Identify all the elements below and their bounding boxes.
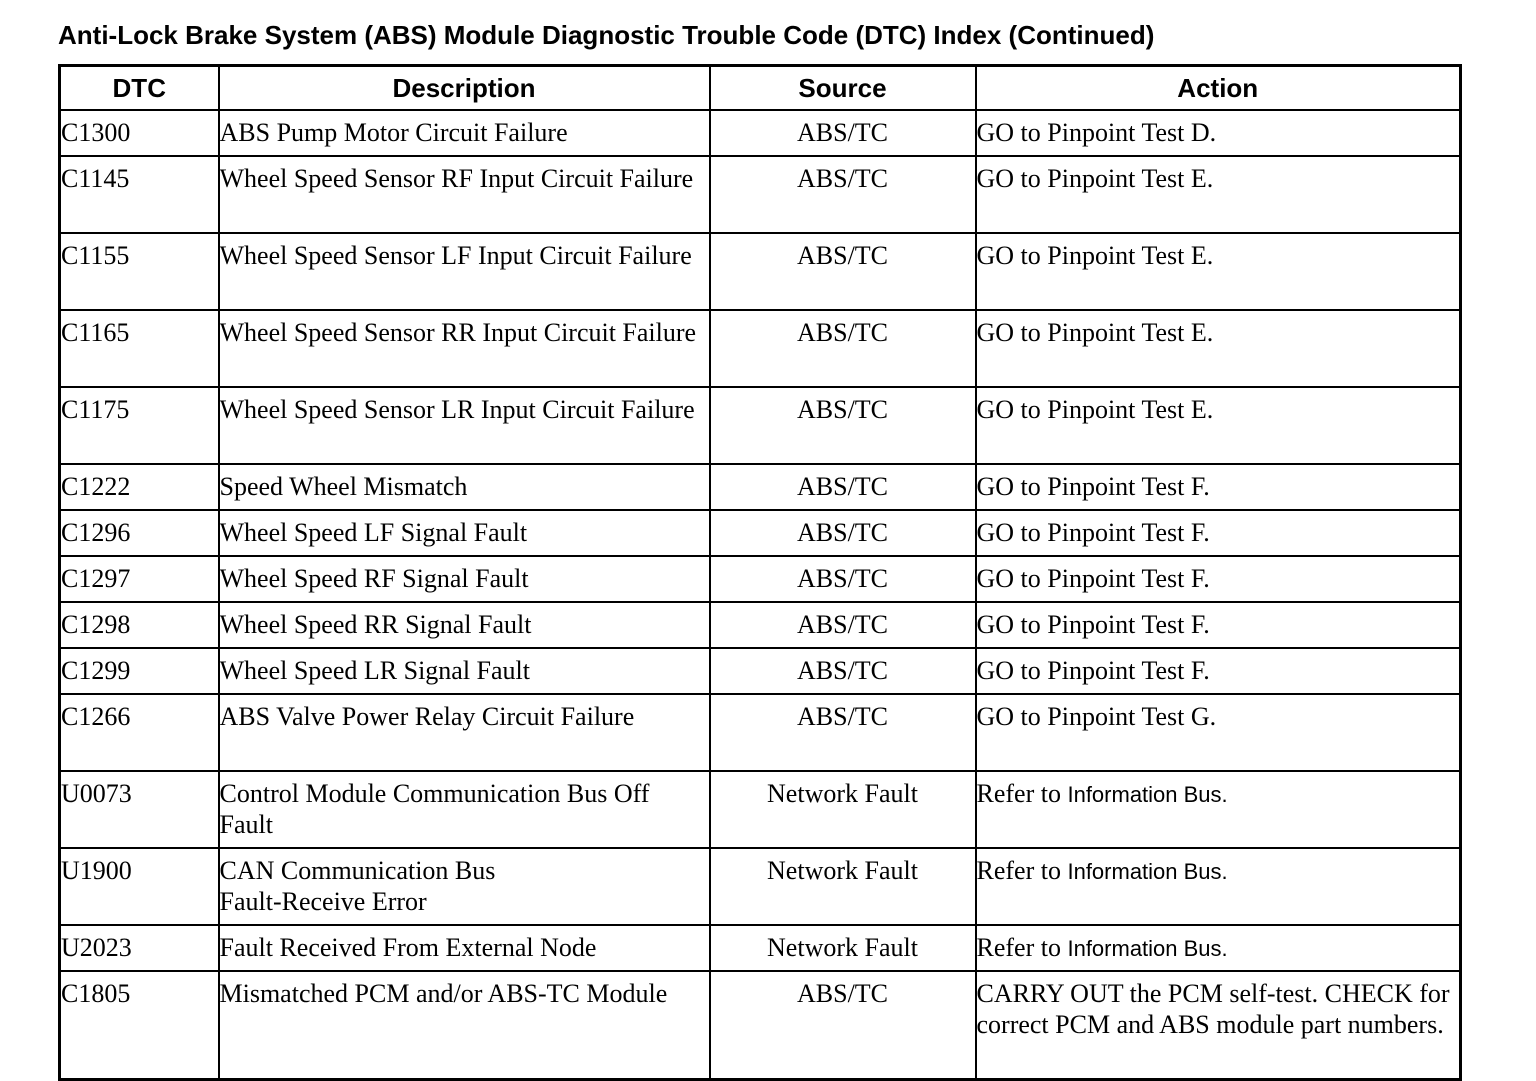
action-prefix: Refer to <box>976 933 1061 962</box>
dtc-description: Wheel Speed Sensor RF Input Circuit Failure <box>219 156 710 233</box>
table-row <box>60 110 1461 156</box>
table-header-row <box>60 66 1461 111</box>
dtc-code: C1300 <box>60 110 219 156</box>
action-prefix: Refer to <box>976 856 1061 885</box>
dtc-description: ABS Pump Motor Circuit Failure <box>219 110 710 156</box>
table-row <box>60 464 1461 510</box>
dtc-code: C1298 <box>60 602 219 648</box>
information-bus-reference: Information Bus. <box>1067 859 1228 884</box>
table-row <box>60 771 1461 848</box>
dtc-code: U0073 <box>60 771 219 848</box>
table-row <box>60 156 1461 233</box>
dtc-source: ABS/TC <box>710 387 976 464</box>
table-row <box>60 310 1461 387</box>
dtc-source: ABS/TC <box>710 602 976 648</box>
dtc-source: Network Fault <box>710 925 976 971</box>
dtc-code: U1900 <box>60 848 219 925</box>
dtc-source: Network Fault <box>710 848 976 925</box>
dtc-source: ABS/TC <box>710 556 976 602</box>
dtc-source: ABS/TC <box>710 310 976 387</box>
dtc-action <box>976 771 1461 848</box>
table-row <box>60 556 1461 602</box>
information-bus-reference: Information Bus. <box>1067 936 1228 961</box>
dtc-description: Mismatched PCM and/or ABS-TC Module <box>219 971 710 1080</box>
dtc-action: GO to Pinpoint Test G. <box>976 694 1461 771</box>
table-row <box>60 387 1461 464</box>
dtc-source: ABS/TC <box>710 971 976 1080</box>
dtc-code: C1145 <box>60 156 219 233</box>
dtc-code: C1155 <box>60 233 219 310</box>
column-header-source: Source <box>710 66 976 111</box>
table-row <box>60 602 1461 648</box>
dtc-source: ABS/TC <box>710 464 976 510</box>
dtc-source: ABS/TC <box>710 156 976 233</box>
column-header-dtc: DTC <box>60 66 219 111</box>
dtc-description: Wheel Speed Sensor LF Input Circuit Failure <box>219 233 710 310</box>
dtc-action: GO to Pinpoint Test E. <box>976 233 1461 310</box>
dtc-source: ABS/TC <box>710 648 976 694</box>
dtc-code: C1175 <box>60 387 219 464</box>
table-row <box>60 848 1461 925</box>
dtc-action: GO to Pinpoint Test F. <box>976 648 1461 694</box>
dtc-code: C1299 <box>60 648 219 694</box>
dtc-description: Fault Received From External Node <box>219 925 710 971</box>
action-prefix: Refer to <box>976 779 1061 808</box>
column-header-action: Action <box>976 66 1461 111</box>
dtc-code: C1297 <box>60 556 219 602</box>
dtc-action: GO to Pinpoint Test D. <box>976 110 1461 156</box>
dtc-code: C1296 <box>60 510 219 556</box>
dtc-description: Wheel Speed LR Signal Fault <box>219 648 710 694</box>
dtc-code: C1266 <box>60 694 219 771</box>
dtc-action: GO to Pinpoint Test F. <box>976 464 1461 510</box>
dtc-source: ABS/TC <box>710 110 976 156</box>
dtc-description <box>219 848 710 925</box>
description-line-2: Fault-Receive Error <box>219 887 427 916</box>
dtc-description: Wheel Speed RF Signal Fault <box>219 556 710 602</box>
dtc-source: Network Fault <box>710 771 976 848</box>
dtc-code: C1805 <box>60 971 219 1080</box>
dtc-description: ABS Valve Power Relay Circuit Failure <box>219 694 710 771</box>
dtc-source: ABS/TC <box>710 233 976 310</box>
dtc-index-table <box>58 64 1462 1081</box>
description-line-1: CAN Communication Bus <box>219 856 496 885</box>
table-row <box>60 648 1461 694</box>
dtc-action: GO to Pinpoint Test E. <box>976 387 1461 464</box>
table-row <box>60 694 1461 771</box>
dtc-source: ABS/TC <box>710 694 976 771</box>
dtc-action: GO to Pinpoint Test F. <box>976 556 1461 602</box>
dtc-action <box>976 925 1461 971</box>
dtc-description: Speed Wheel Mismatch <box>219 464 710 510</box>
table-row <box>60 510 1461 556</box>
dtc-action: GO to Pinpoint Test F. <box>976 602 1461 648</box>
table-row <box>60 971 1461 1080</box>
dtc-action: GO to Pinpoint Test F. <box>976 510 1461 556</box>
dtc-action <box>976 848 1461 925</box>
dtc-action: CARRY OUT the PCM self-test. CHECK for correct PCM and ABS module part numbers. <box>976 971 1461 1080</box>
dtc-description: Wheel Speed LF Signal Fault <box>219 510 710 556</box>
dtc-description: Wheel Speed RR Signal Fault <box>219 602 710 648</box>
page-title: Anti-Lock Brake System (ABS) Module Diagnostic Trouble Code (DTC) Index (Continued) <box>58 20 1155 50</box>
dtc-action: GO to Pinpoint Test E. <box>976 156 1461 233</box>
dtc-description: Control Module Communication Bus Off Fault <box>219 771 710 848</box>
dtc-code: C1222 <box>60 464 219 510</box>
dtc-code: C1165 <box>60 310 219 387</box>
column-header-description: Description <box>219 66 710 111</box>
information-bus-reference: Information Bus. <box>1067 782 1228 807</box>
dtc-source: ABS/TC <box>710 510 976 556</box>
table-row <box>60 925 1461 971</box>
dtc-description: Wheel Speed Sensor LR Input Circuit Failure <box>219 387 710 464</box>
dtc-code: U2023 <box>60 925 219 971</box>
dtc-action: GO to Pinpoint Test E. <box>976 310 1461 387</box>
dtc-description: Wheel Speed Sensor RR Input Circuit Failure <box>219 310 710 387</box>
table-row <box>60 233 1461 310</box>
